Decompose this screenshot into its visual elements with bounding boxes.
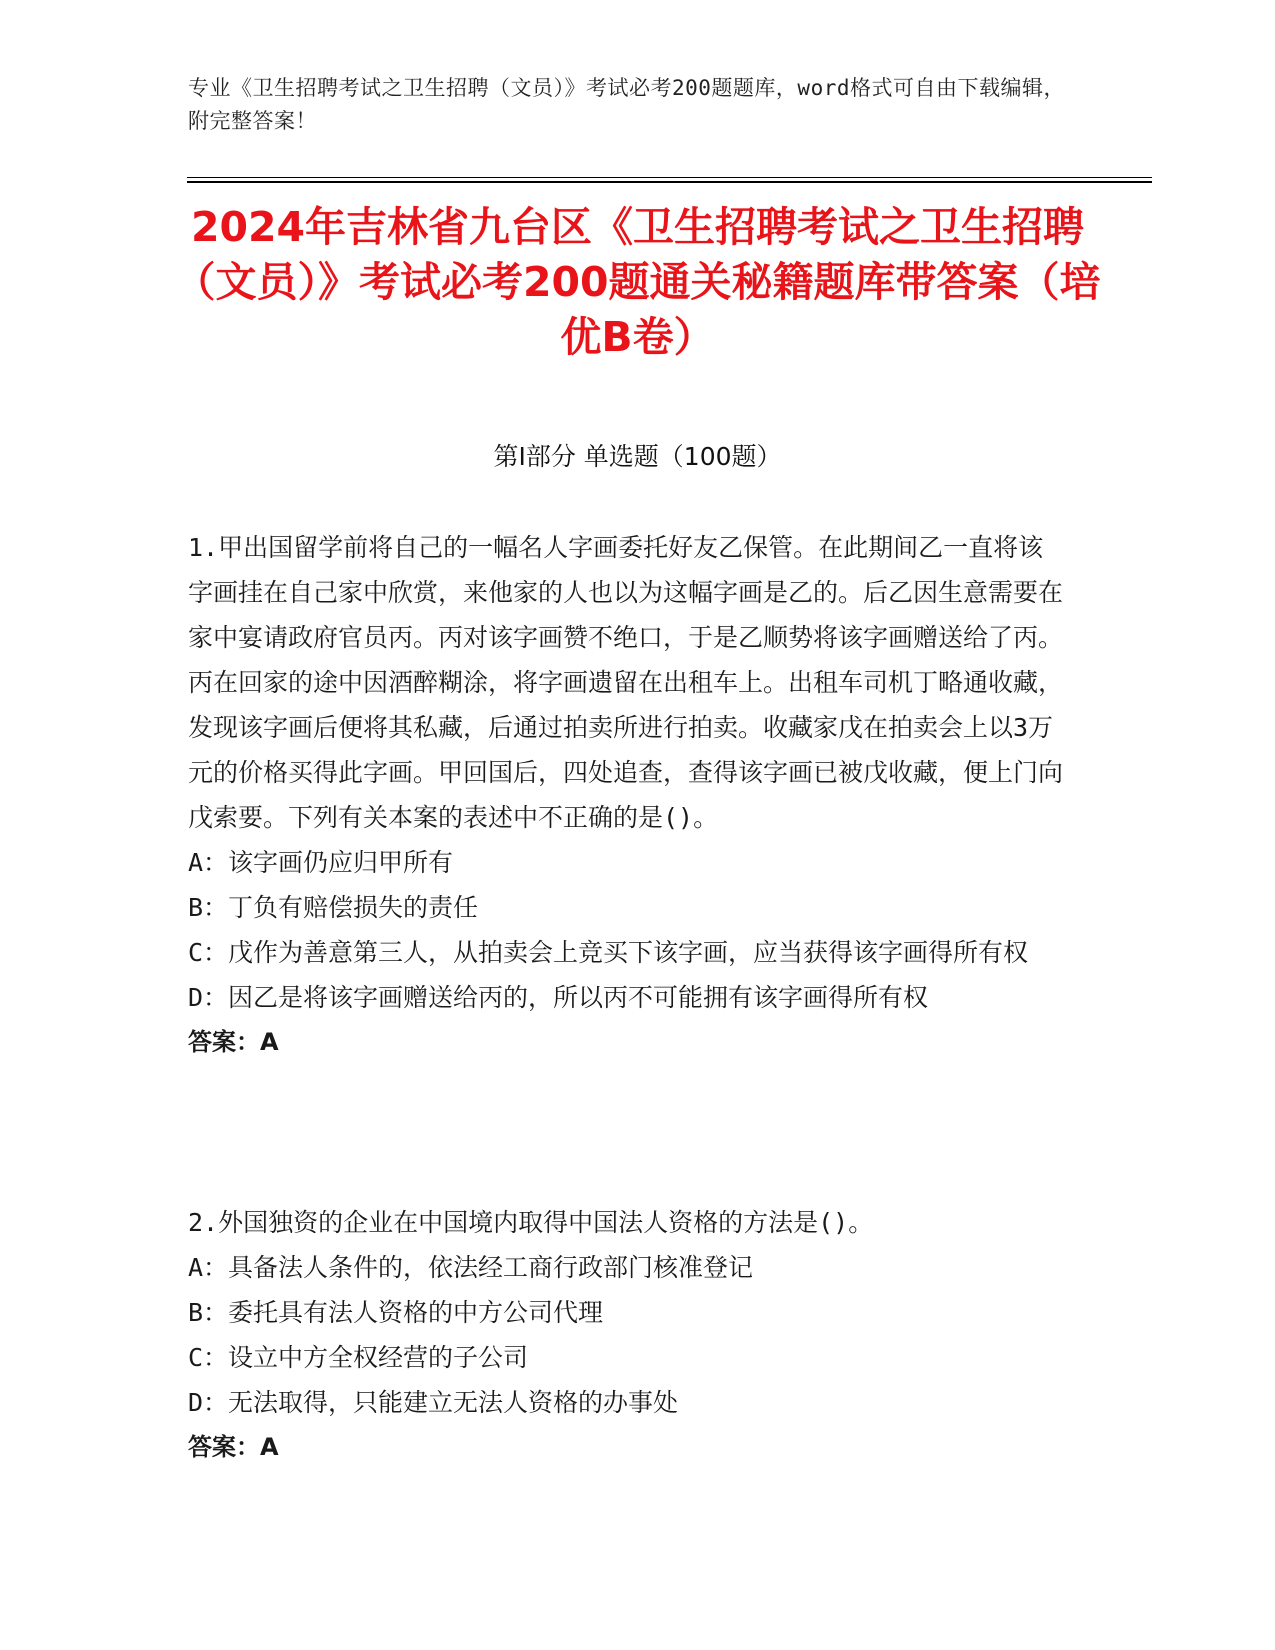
question-block xyxy=(188,525,1068,1065)
answer-line: 答案：A xyxy=(188,1028,279,1056)
question-block xyxy=(188,1200,1068,1470)
option-b: B：委托具有法人资格的中方公司代理 xyxy=(188,1298,604,1327)
header-divider-thin xyxy=(187,177,1152,178)
option-c: C：设立中方全权经营的子公司 xyxy=(188,1343,529,1372)
option-d: D：因乙是将该字画赠送给丙的，所以丙不可能拥有该字画得所有权 xyxy=(188,983,929,1012)
question-stem: 1.甲出国留学前将自己的一幅名人字画委托好友乙保管。在此期间乙一直将该字画挂在自己家中欣赏，来他家的人也以为这幅字画是乙的。后乙因生意需要在家中宴请政府官员丙。丙对该字画赞不绝口，于是乙顺势将该字画赠送给了丙。丙在回家的途中因酒醉糊涂，将字画遗留在出租车上。出租车司机丁略通收藏，发现该字画后便将其私藏，后通过拍卖所进行拍卖。收藏家戊在拍卖会上以3万元的价格买得此字画。甲回国后，四处追查，查得该字画已被戊收藏，便上门向戊索要。下列有关本案的表述中不正确的是()。 xyxy=(188,533,1064,832)
header-note: 专业《卫生招聘考试之卫生招聘（文员）》考试必考200题题库，word格式可自由下载编辑，附完整答案！ xyxy=(188,76,1065,133)
option-a: A：具备法人条件的，依法经工商行政部门核准登记 xyxy=(188,1253,754,1282)
option-a: A：该字画仍应归甲所有 xyxy=(188,848,454,877)
option-c: C：戊作为善意第三人，从拍卖会上竞买下该字画，应当获得该字画得所有权 xyxy=(188,938,1029,967)
answer-line: 答案：A xyxy=(188,1433,279,1461)
option-d: D：无法取得，只能建立无法人资格的办事处 xyxy=(188,1388,679,1417)
option-b: B：丁负有赔偿损失的责任 xyxy=(188,893,479,922)
document-title: 2024年吉林省九台区《卫生招聘考试之卫生招聘（文员）》考试必考200题通关秘籍题库带答案（培优B卷） xyxy=(174,203,1101,361)
section-heading: 第Ⅰ部分 单选题（100题） xyxy=(493,442,782,471)
question-stem: 2.外国独资的企业在中国境内取得中国法人资格的方法是()。 xyxy=(188,1208,874,1237)
header-divider-thick xyxy=(187,181,1152,183)
